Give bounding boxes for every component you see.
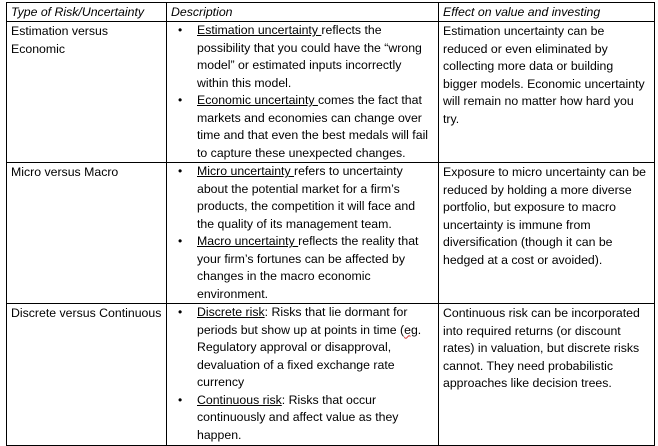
bullet-icon: • <box>178 234 183 248</box>
bullet-icon: • <box>178 93 183 107</box>
term-label: Macro uncertainty <box>197 234 299 248</box>
bullet-icon: • <box>178 305 183 319</box>
list-item <box>171 392 434 445</box>
effect-cell <box>439 304 655 446</box>
term-description-cont: . Regulatory approval or disapproval, devaluation of a fixed exchange rate currency <box>197 322 422 389</box>
header-effect: Effect on value and investing <box>439 3 655 22</box>
type-text: Estimation versus Economic <box>11 24 109 56</box>
bullet-icon: • <box>178 23 183 37</box>
bullet-list <box>171 163 434 303</box>
effect-text: Continuous risk can be incorporated into required returns (or discount rates) in valuation, but discrete risks cannot. They need probabilistic approaches like decision trees. <box>443 306 640 390</box>
header-description: Description <box>167 3 439 22</box>
term-description: : Risks that lie dormant for periods but show up at points in time ( <box>197 305 408 337</box>
type-text: Discrete versus Continuous <box>11 306 162 320</box>
effect-cell <box>439 22 655 163</box>
list-item <box>171 304 434 392</box>
bullet-icon: • <box>178 164 183 178</box>
term-description: : Risks that occur continuously and affect value as they happen. <box>197 392 399 442</box>
effect-cell <box>439 163 655 304</box>
term-description: reflects the possibility that you could have the “wrong model” or estimated inputs incorrectly within this model. <box>197 23 422 90</box>
type-cell <box>7 22 167 163</box>
table-row <box>7 22 655 163</box>
term-label: Economic uncertainty <box>197 93 318 107</box>
list-item <box>171 163 434 233</box>
table-row <box>7 163 655 304</box>
term-label: Discrete risk <box>197 305 265 319</box>
list-item <box>171 92 434 162</box>
term-label: Estimation uncertainty <box>197 23 322 37</box>
bullet-icon: • <box>178 392 183 407</box>
description-cell <box>167 22 439 163</box>
type-cell <box>7 163 167 304</box>
term-description: reflects the reality that your firm’s fortunes can be affected by changes in the macro economic environment. <box>197 234 419 301</box>
term-label: Micro uncertainty <box>197 164 295 178</box>
description-cell <box>167 163 439 304</box>
list-item <box>171 233 434 303</box>
effect-text: Estimation uncertainty can be reduced or even eliminated by collecting more data or building bigger models. Economic uncertainty will remain no matter how hard you try. <box>443 24 645 126</box>
term-description: comes the fact that markets and economies can change over time and that even the best medals will fail to capture these unexpected changes. <box>197 93 429 160</box>
bullet-list <box>171 22 434 162</box>
spellcheck-flagged-word: eg <box>404 322 418 337</box>
risk-table <box>6 2 655 446</box>
list-item <box>171 22 434 92</box>
header-type: Type of Risk/Uncertainty <box>7 3 167 22</box>
table-row <box>7 304 655 446</box>
description-cell <box>167 304 439 446</box>
effect-text: Exposure to micro uncertainty can be reduced by holding a more diverse portfolio, but exposure to macro uncertainty is immune from diversification (though it can be hedged at a cost or avoided). <box>443 165 647 267</box>
type-text: Micro versus Macro <box>11 165 119 179</box>
type-cell <box>7 304 167 446</box>
bullet-list <box>171 304 434 444</box>
term-label: Continuous risk <box>197 392 282 407</box>
term-description: refers to uncertainty about the potential market for a firm’s products, the competition it will face and the quality of its management team. <box>197 164 416 231</box>
header-row <box>7 3 655 22</box>
